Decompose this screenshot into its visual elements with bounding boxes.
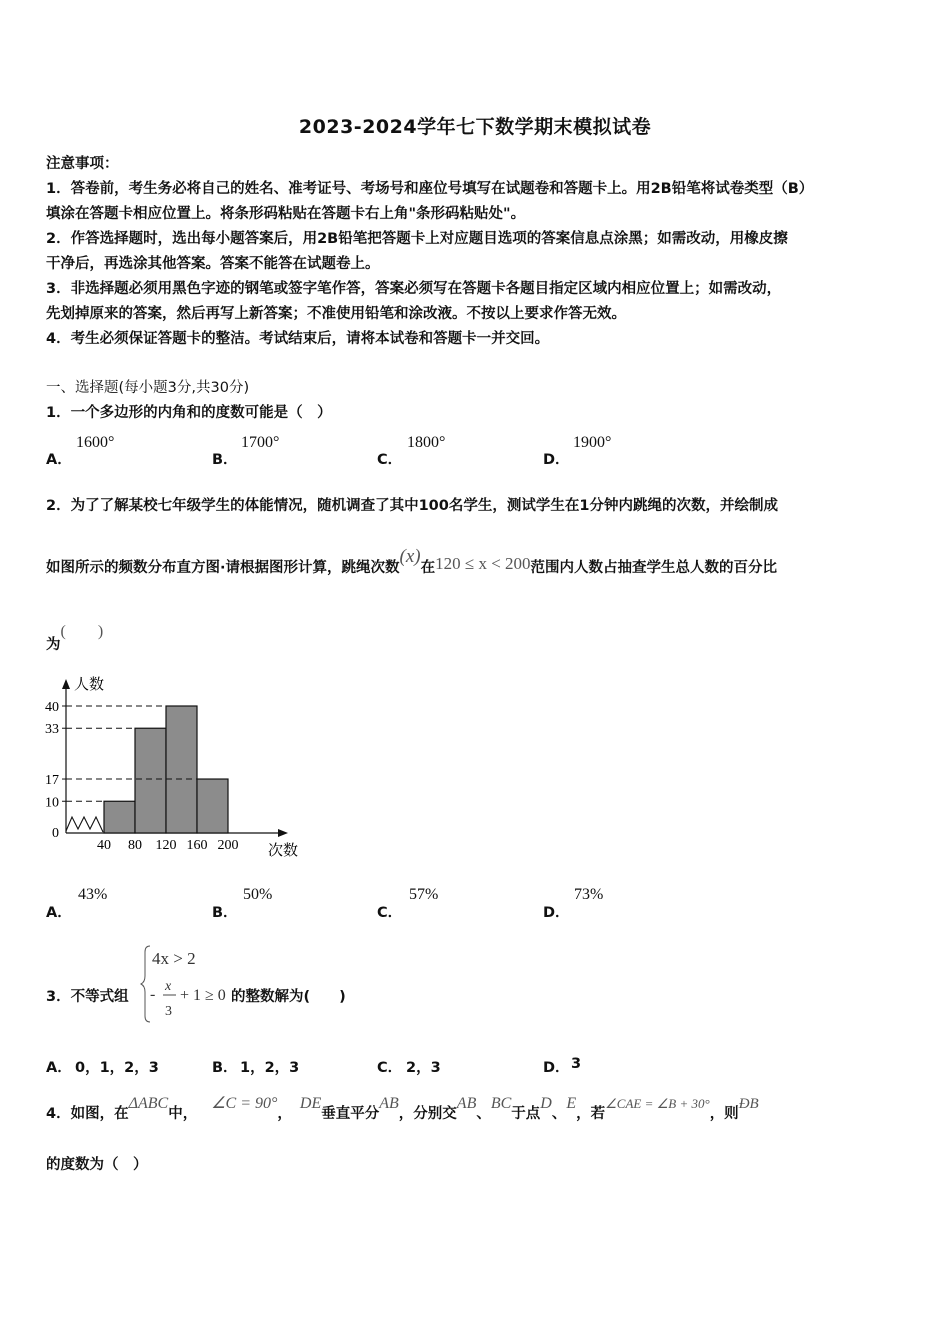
x-tick-label-120: 120 bbox=[155, 838, 177, 853]
histogram-bar-160-200 bbox=[197, 779, 228, 833]
q2-option-c-label: C． bbox=[377, 905, 403, 921]
histogram-bar-120-160 bbox=[166, 706, 197, 833]
q4-segment-bc: BC bbox=[490, 1095, 512, 1112]
ineq-2-minus: - bbox=[150, 986, 156, 1003]
q4-line-2: 的度数为（ ） bbox=[46, 1157, 148, 1173]
q1-option-b-label: B． bbox=[212, 452, 238, 468]
q4-point-e: E bbox=[566, 1095, 577, 1112]
histogram-chart bbox=[40, 665, 320, 865]
q2-line-2-c: 范围内人数占抽查学生总人数的百分比 bbox=[530, 560, 778, 576]
q4-text-4: 垂直平分 bbox=[321, 1106, 380, 1122]
x-tick-label-40: 40 bbox=[97, 838, 111, 853]
q3-option-c-value: 2，3 bbox=[406, 1060, 441, 1076]
q3-option-a-label: A． bbox=[46, 1060, 72, 1076]
q2-variable: (x) bbox=[399, 546, 421, 567]
q4-segment-ab: AB bbox=[379, 1095, 399, 1112]
q1-option-c-value: 1800° bbox=[407, 434, 446, 451]
q4-angle-c: ∠C = 90° bbox=[211, 1095, 278, 1112]
q2-option-a-value: 43% bbox=[78, 886, 108, 903]
q4-segment-de: DE bbox=[299, 1095, 322, 1112]
x-tick-label-200: 200 bbox=[217, 838, 239, 853]
q4-point-d: D bbox=[540, 1095, 552, 1112]
notice-line-2: 填涂在答题卡相应位置上。将条形码粘贴在答题卡右上角"条形码粘贴处"。 bbox=[46, 206, 526, 222]
q2-option-d-value: 73% bbox=[574, 886, 604, 903]
x-tick-label-160: 160 bbox=[186, 838, 208, 853]
notice-line-7: 4．考生必须保证答题卡的整洁。考试结束后，请将本试卷和答题卡一并交回。 bbox=[46, 331, 550, 347]
q2-line-2 bbox=[46, 546, 778, 578]
q2-line-3 bbox=[46, 623, 104, 654]
q4-text-9: ，若 bbox=[576, 1106, 606, 1122]
section-heading: 一、选择题(每小题3分,共30分) bbox=[46, 380, 250, 396]
q4-triangle: ΔABC bbox=[128, 1095, 169, 1112]
x-axis-label: 次数 bbox=[268, 843, 299, 859]
y-axis-label: 人数 bbox=[74, 677, 105, 693]
q1-option-d-label: D． bbox=[543, 452, 570, 468]
q1-option-d-value: 1900° bbox=[573, 434, 612, 451]
q2-option-a-label: A． bbox=[46, 905, 72, 921]
y-tick-label-10: 10 bbox=[45, 795, 59, 811]
q2-range: 120 ≤ x < 200 bbox=[435, 554, 531, 573]
ineq-2-numerator: x bbox=[165, 979, 172, 994]
ineq-2-rest: + 1 ≥ 0 bbox=[180, 987, 226, 1004]
q4-segment-ab-2: AB bbox=[456, 1095, 477, 1112]
exam-title: 2023-2024学年七下数学期末模拟试卷 bbox=[298, 116, 652, 138]
notice-heading: 注意事项： bbox=[46, 156, 119, 172]
q3-option-c-label: C． bbox=[377, 1060, 403, 1076]
y-tick-label-17: 17 bbox=[45, 773, 59, 789]
histogram-bar-40-80 bbox=[104, 801, 135, 833]
q3-lead: 3．不等式组 bbox=[46, 989, 129, 1005]
q2-line-2-a: 如图所示的频数分布直方图·请根据图形计算，跳绳次数 bbox=[46, 560, 400, 576]
notice-line-3: 2．作答选择题时，选出每小题答案后，用2B铅笔把答题卡上对应题目选项的答案信息点涂黑；如需改动，用橡皮擦 bbox=[46, 231, 788, 247]
notice-line-4: 干净后，再选涂其他答案。答案不能答在试题卷上。 bbox=[46, 256, 380, 272]
y-axis-arrow bbox=[62, 679, 70, 689]
y-tick-label-33: 33 bbox=[45, 722, 59, 738]
q4-text-1: 4．如图，在 bbox=[46, 1106, 129, 1122]
q3-inequality-system bbox=[140, 942, 230, 1026]
q2-line-1: 2．为了了解某校七年级学生的体能情况，随机调查了其中100名学生，测试学生在1分钟内跳绳的次数，并绘制成 bbox=[46, 498, 778, 514]
q3-option-b-value: 1，2，3 bbox=[240, 1060, 300, 1076]
axis-break-zigzag bbox=[66, 817, 103, 832]
histogram-bar-80-120 bbox=[135, 728, 166, 833]
q1-stem: 1．一个多边形的内角和的度数可能是（ ） bbox=[46, 405, 332, 421]
q4-text-3: ， bbox=[277, 1106, 292, 1122]
y-tick-label-40: 40 bbox=[45, 700, 59, 715]
q1-option-a-value: 1600° bbox=[76, 434, 115, 451]
q4-text-6: 、 bbox=[476, 1106, 491, 1122]
notice-line-6: 先划掉原来的答案，然后再写上新答案；不准使用铅笔和涂改液。不按以上要求作答无效。 bbox=[46, 306, 626, 322]
q2-option-b-value: 50% bbox=[243, 886, 273, 903]
q2-option-b-label: B． bbox=[212, 905, 238, 921]
y-tick-label-0: 0 bbox=[52, 826, 59, 841]
q3-option-d-value: 3 bbox=[571, 1056, 582, 1072]
q3-option-d-label: D． bbox=[543, 1060, 570, 1076]
q3-option-b-label: B． bbox=[212, 1060, 238, 1076]
q4-text-10: ，则 bbox=[709, 1106, 739, 1122]
system-brace bbox=[141, 946, 150, 1022]
q2-line-2-b: 在 bbox=[420, 560, 436, 576]
q4-angle-condition: ∠CAE = ∠B + 30° bbox=[605, 1096, 710, 1111]
q2-option-c-value: 57% bbox=[409, 886, 439, 903]
q3-tail: 的整数解为( ) bbox=[231, 989, 346, 1005]
q4-text-7: 于点 bbox=[511, 1106, 541, 1122]
q2-option-d-label: D． bbox=[543, 905, 570, 921]
notice-line-1: 1．答卷前，考生务必将自己的姓名、准考证号、考场号和座位号填写在试题卷和答题卡上。用2B铅笔将试卷类型（B） bbox=[46, 181, 814, 197]
q2-line-3-text: 为 bbox=[46, 637, 61, 653]
q2-answer-paren: ( ) bbox=[60, 623, 104, 640]
x-axis-arrow bbox=[278, 829, 288, 837]
x-tick-label-80: 80 bbox=[128, 838, 142, 853]
notice-line-5: 3．非选择题必须用黑色字迹的钢笔或签字笔作答，答案必须写在答题卡各题目指定区域内相应位置上；如需改动， bbox=[46, 281, 782, 297]
q1-option-c-label: C． bbox=[377, 452, 403, 468]
q4-text-5: ，分别交 bbox=[398, 1106, 457, 1122]
q4-text-2: 中， bbox=[168, 1106, 198, 1122]
q4-angle-b: ÐB bbox=[738, 1096, 759, 1112]
ineq-2-denominator: 3 bbox=[165, 1004, 172, 1019]
q3-option-a-value: 0，1，2，3 bbox=[75, 1060, 159, 1076]
q4-line-1 bbox=[46, 1095, 759, 1123]
q1-option-b-value: 1700° bbox=[241, 434, 280, 451]
q1-option-a-label: A． bbox=[46, 452, 72, 468]
q4-text-8: 、 bbox=[551, 1106, 567, 1122]
ineq-1: 4x > 2 bbox=[152, 949, 196, 968]
